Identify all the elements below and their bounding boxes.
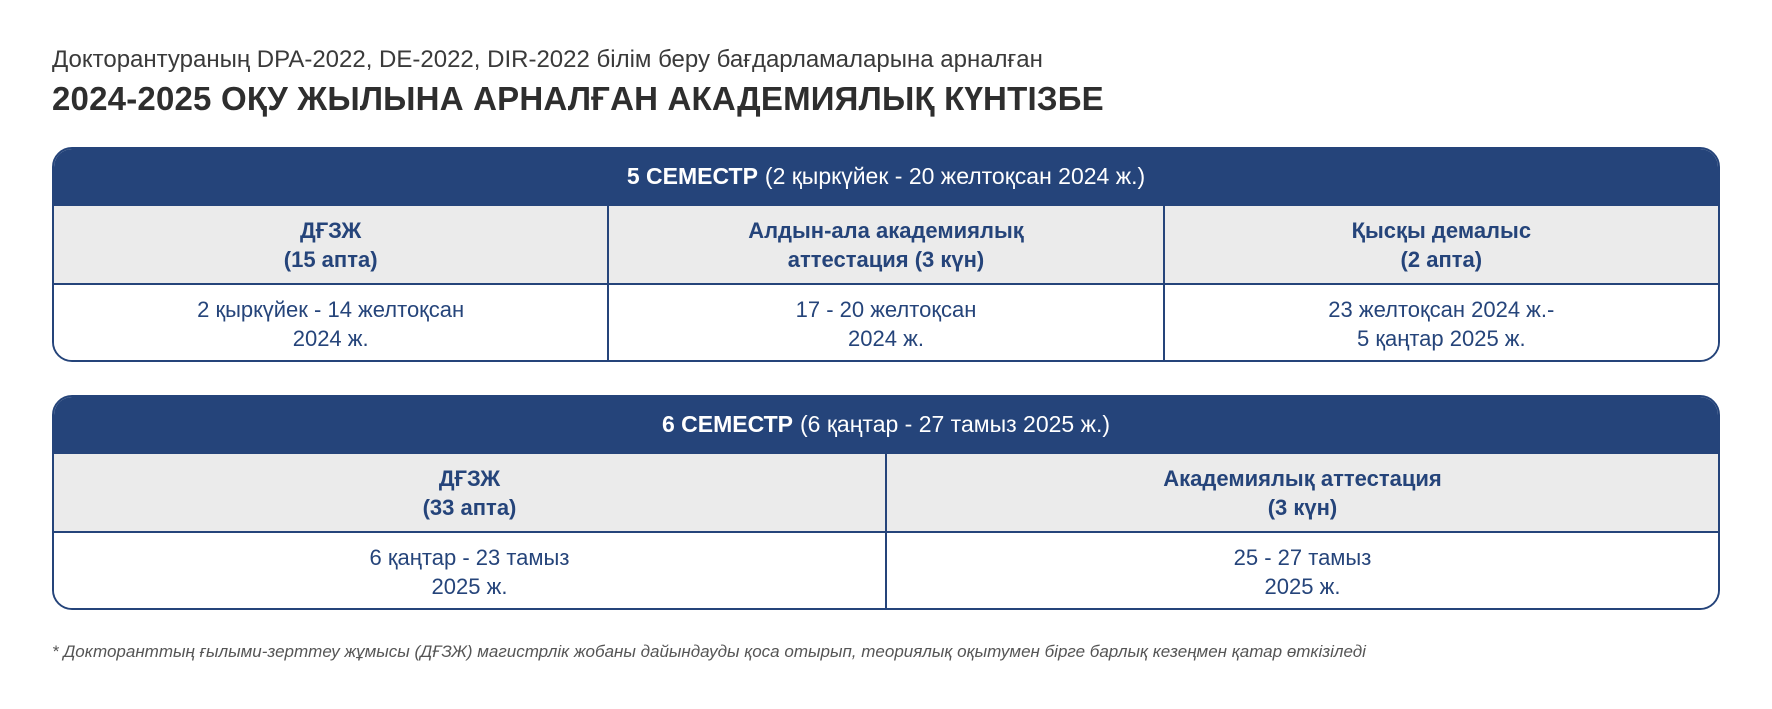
head-line: (3 күн)	[1267, 494, 1338, 520]
semester-5-date-cell	[1163, 285, 1718, 362]
semester-6-header	[54, 397, 1718, 452]
page-title: 2024-2025 ОҚУ ЖЫЛЫНА АРНАЛҒАН АКАДЕМИЯЛЫҚ КҮНТІЗБЕ	[52, 80, 1104, 117]
semester-5-header	[54, 149, 1718, 204]
page-subtitle: Докторантураның DPA-2022, DE-2022, DIR-2022 білім беру бағдарламаларына арналған	[52, 46, 1043, 73]
date-line: 2 қыркүйек - 14 желтоқсан	[197, 296, 465, 322]
semester-6-table	[52, 395, 1720, 610]
semester-5-head-cell	[607, 206, 1162, 283]
semester-6-head-cell	[54, 454, 885, 531]
semester-5-period: (2 қыркүйек - 20 желтоқсан 2024 ж.)	[764, 163, 1146, 189]
date-line: 2024 ж.	[848, 325, 924, 351]
semester-5-head-cell	[1163, 206, 1718, 283]
semester-5-date-cell	[54, 285, 607, 362]
date-line: 2024 ж.	[292, 325, 369, 351]
semester-5-name: 5 СЕМЕСТР	[626, 163, 758, 189]
head-line: Алдын-ала академиялық	[748, 217, 1024, 243]
semester-5-date-row	[54, 285, 1718, 362]
head-line: аттестация (3 күн)	[787, 246, 985, 272]
head-line: (2 апта)	[1400, 246, 1483, 272]
semester-6-date-cell	[885, 533, 1718, 610]
footnote: * Докторанттың ғылыми-зерттеу жұмысы (ДҒЗЖ) магистрлік жобаны дайындауды қоса отырып, теориялық оқытумен бірге барлық кезеңмен қатар өткізіледі	[52, 642, 1366, 661]
head-line: ДҒЗЖ	[438, 465, 501, 491]
date-line: 2025 ж.	[1264, 573, 1341, 599]
date-line: 2025 ж.	[431, 573, 508, 599]
semester-6-date-row	[54, 533, 1718, 610]
head-line: Академиялық аттестация	[1163, 465, 1442, 491]
date-line: 5 қаңтар 2025 ж.	[1356, 325, 1526, 351]
semester-5-head-cell	[54, 206, 607, 283]
semester-5-date-cell	[607, 285, 1162, 362]
date-line: 6 қаңтар - 23 тамыз	[369, 544, 570, 570]
semester-6-head-cell	[885, 454, 1718, 531]
semester-6-name: 6 СЕМЕСТР	[661, 411, 794, 437]
semester-5-table	[52, 147, 1720, 362]
semester-6-head-row	[54, 452, 1718, 533]
date-line: 25 - 27 тамыз	[1233, 544, 1372, 570]
semester-6-period: (6 қаңтар - 27 тамыз 2025 ж.)	[800, 411, 1111, 437]
head-line: Қысқы демалыс	[1351, 217, 1532, 243]
head-line: (33 апта)	[422, 494, 517, 520]
semester-6-date-cell	[54, 533, 885, 610]
head-line: (15 апта)	[283, 246, 378, 272]
date-line: 17 - 20 желтоқсан	[795, 296, 977, 322]
date-line: 23 желтоқсан 2024 ж.-	[1328, 296, 1555, 322]
semester-5-head-row	[54, 204, 1718, 285]
head-line: ДҒЗЖ	[300, 217, 362, 243]
